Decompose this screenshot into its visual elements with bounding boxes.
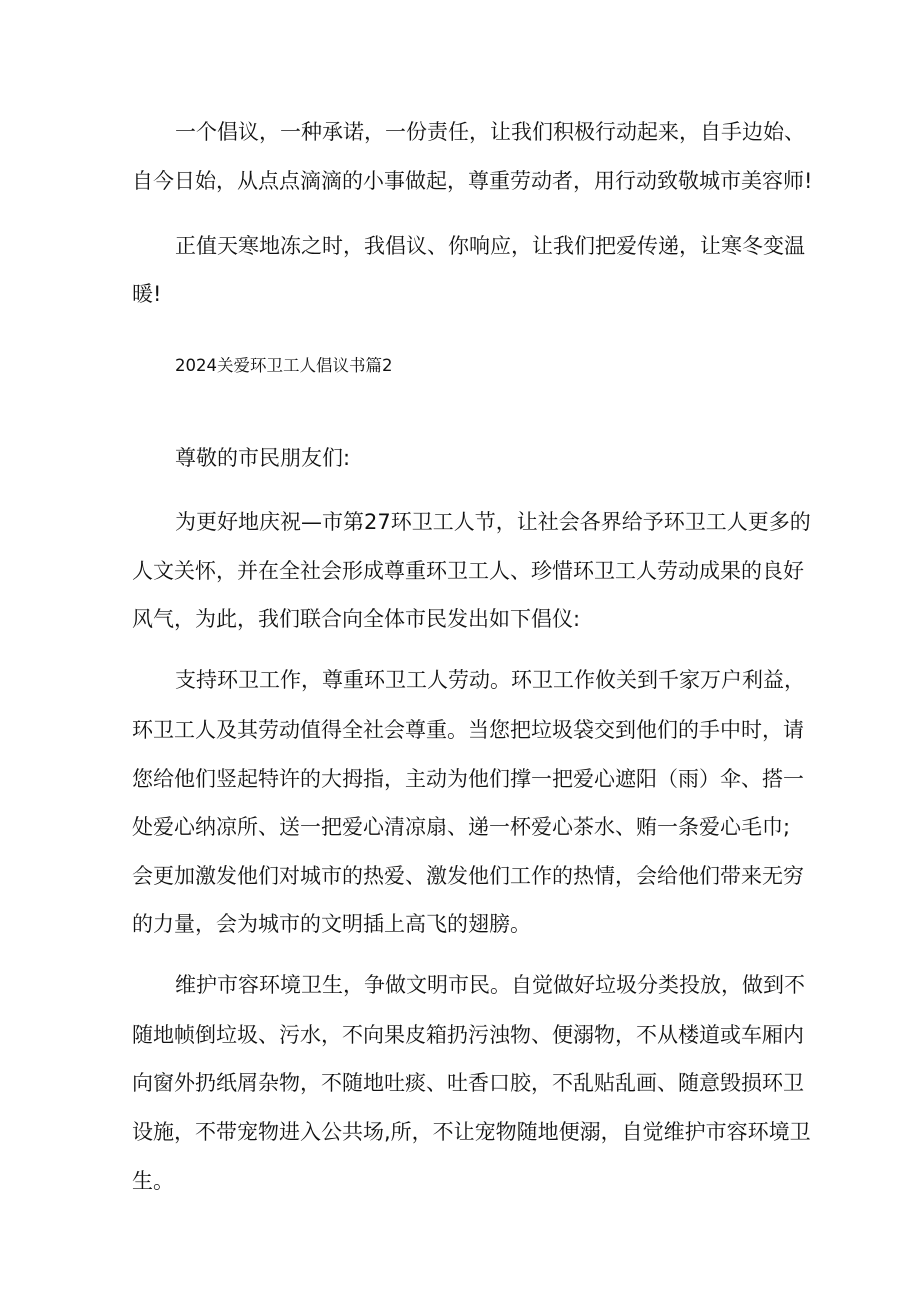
paragraph-3-line-1: 为更好地庆祝—市第27环卫工人节，让社会各界给予环卫工人更多的 xyxy=(175,510,811,534)
paragraph-4-line-4: 处爱心纳凉所、送一把爱心清凉扇、递一杯爱心茶水、贿一条爱心毛巾; xyxy=(132,815,791,839)
section-heading: 2024关爱环卫工人倡议书篇2 xyxy=(175,356,393,375)
paragraph-3-line-2: 人文关怀，并在全社会形成尊重环卫工人、珍惜环卫工人劳动成果的良好 xyxy=(132,559,804,583)
paragraph-2-line-2: 暖! xyxy=(132,282,162,306)
salutation: 尊敬的市民朋友们: xyxy=(175,446,351,470)
paragraph-4-line-1: 支持环卫工作，尊重环卫工人劳动。环卫工作攸关到千家万户利益， xyxy=(175,668,805,692)
paragraph-5-line-3: 向窗外扔纸屑杂物，不随地吐痰、吐香口胶，不乱贴乱画、随意毁损环卫 xyxy=(132,1071,804,1095)
paragraph-5-line-4: 设施，不带宠物进入公共场,所，不让宠物随地便溺，自觉维护市容环境卫 xyxy=(132,1120,811,1144)
paragraph-1-line-1: 一个倡议，一种承诺，一份责任，让我们积极行动起来，自手边始、 xyxy=(175,120,805,144)
paragraph-5-line-2: 随地帧倒垃圾、污水，不向果皮箱扔污浊物、便溺物，不从楼道或车厢内 xyxy=(132,1023,804,1047)
paragraph-5-line-1: 维护市容环境卫生，争做文明市民。自觉做好垃圾分类投放，做到不 xyxy=(175,973,805,997)
paragraph-4-line-2: 环卫工人及其劳动值得全社会尊重。当您把垃圾袋交到他们的手中时，请 xyxy=(132,718,804,742)
paragraph-1-line-2: 自今日始，从点点滴滴的小事做起，尊重劳动者，用行动致敬城市美容师! xyxy=(132,169,813,193)
paragraph-5-line-5: 生。 xyxy=(132,1169,174,1193)
paragraph-4-line-6: 的力量，会为城市的文明插上高飞的翅膀。 xyxy=(132,912,531,936)
paragraph-4-line-5: 会更加激发他们对城市的热爱、激发他们工作的热情，会给他们带来无穷 xyxy=(132,864,804,888)
paragraph-4-line-3: 您给他们竖起特许的大拇指，主动为他们撑一把爱心遮阳（雨）伞、搭一 xyxy=(132,767,804,791)
paragraph-3-line-3: 风气，为此，我们联合向全体市民发出如下倡仪: xyxy=(132,607,581,631)
paragraph-2-line-1: 正值天寒地冻之时，我倡议、你响应，让我们把爱传递，让寒冬变温 xyxy=(175,234,805,258)
